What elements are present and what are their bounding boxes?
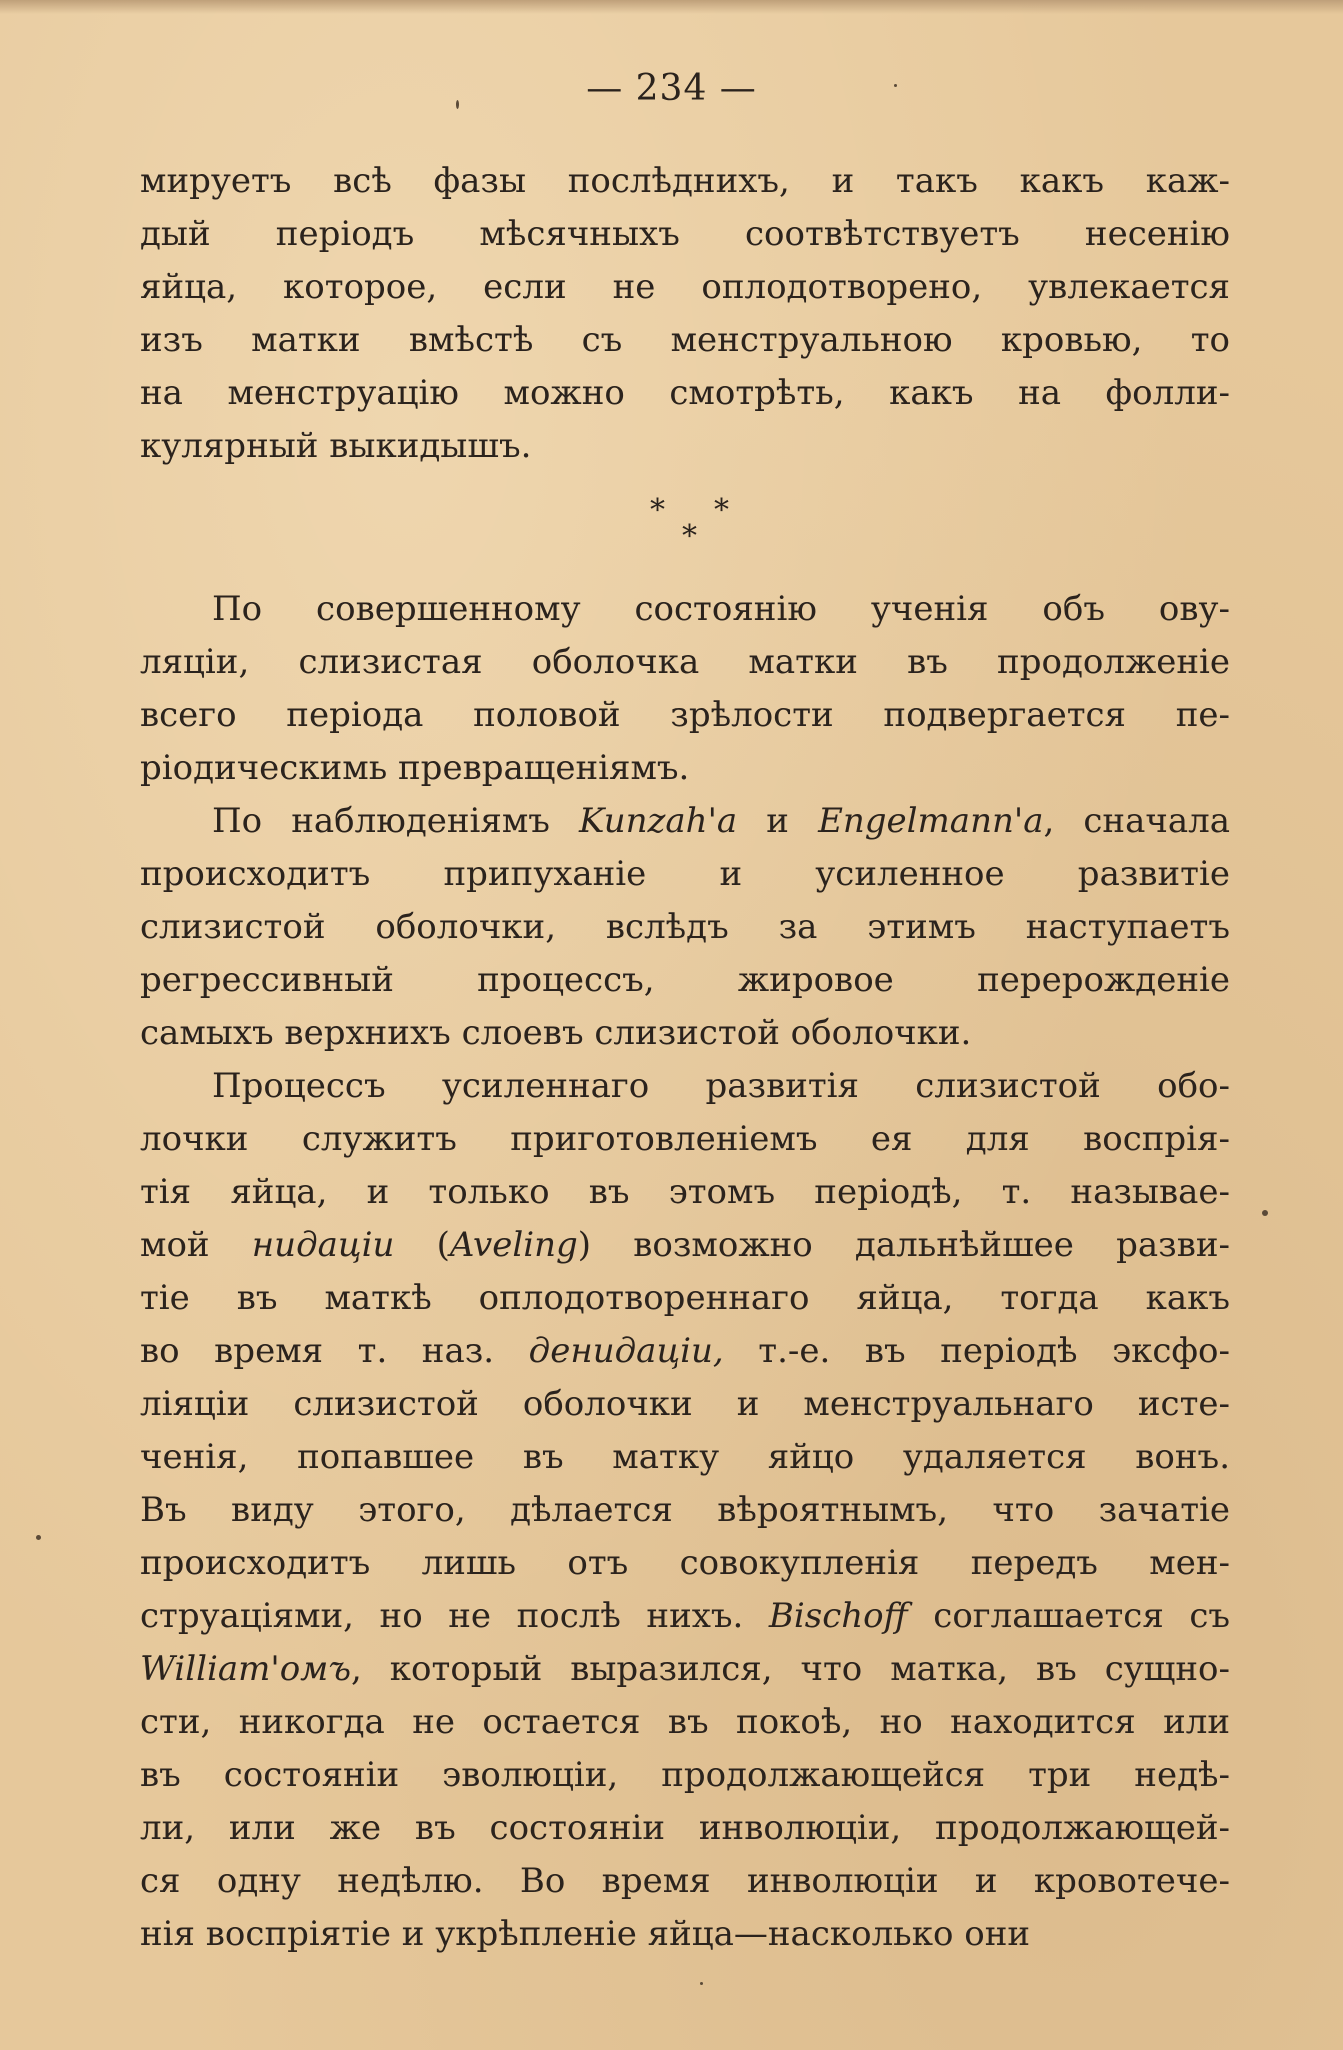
text-run: , сначала — [1043, 801, 1230, 841]
paragraph-3 — [140, 795, 1230, 1060]
text-line — [140, 1007, 1230, 1060]
text-run: соглашается съ — [907, 1596, 1230, 1636]
text-run: лочки служитъ приготовленіемъ ея для воспрія- — [140, 1119, 1230, 1159]
text-line — [140, 1378, 1230, 1431]
text-run: ріодическимь превращеніямъ. — [140, 748, 690, 788]
text-line — [140, 795, 1230, 848]
italic-text-run: William'омъ — [140, 1649, 352, 1689]
text-run: По совершенному состоянію ученія объ ову- — [212, 589, 1230, 629]
italic-text-run: Aveling — [449, 1225, 578, 1265]
print-speck — [456, 100, 459, 109]
print-speck — [700, 1982, 703, 1985]
italic-text-run: нидаціи — [251, 1225, 395, 1265]
text-run: въ состояніи эволюціи, продолжающейся три недѣ- — [140, 1755, 1230, 1795]
page-top-edge — [0, 0, 1343, 14]
text-line — [140, 1325, 1230, 1378]
text-run: всего періода половой зрѣлости подвергается пе- — [140, 695, 1230, 735]
paragraph-4 — [140, 1060, 1230, 1961]
text-line — [140, 954, 1230, 1007]
text-run: тія яйца, и только въ этомъ періодѣ, т. называе- — [140, 1172, 1230, 1212]
text-line — [140, 208, 1230, 261]
text-run: т.-е. въ періодѣ эксфо- — [723, 1331, 1230, 1371]
text-run: мой — [140, 1225, 252, 1265]
text-run: ченія, попавшее въ матку яйцо удаляется вонъ. — [140, 1437, 1230, 1477]
text-line — [140, 1060, 1230, 1113]
print-speck — [36, 1535, 41, 1540]
text-line — [140, 583, 1230, 636]
paragraph-1 — [140, 155, 1230, 473]
text-line — [140, 1908, 1230, 1961]
italic-text-run: Engelmann'a — [818, 801, 1044, 841]
text-line — [140, 1484, 1230, 1537]
text-line — [140, 367, 1230, 420]
text-line — [140, 689, 1230, 742]
text-run: слизистой оболочки, вслѣдъ за этимъ наступаетъ — [140, 907, 1230, 947]
text-run: яйца, которое, если не оплодотворено, увлекается — [140, 267, 1230, 307]
text-run: регрессивный процессъ, жировое перерожденіе — [140, 960, 1230, 1000]
text-run: дый періодъ мѣсячныхъ соотвѣтствуетъ несенію — [140, 214, 1230, 254]
text-line — [140, 1113, 1230, 1166]
asterisk: * — [650, 493, 665, 528]
text-run: во время т. наз. — [140, 1331, 529, 1371]
print-speck — [894, 84, 897, 87]
text-line — [140, 1855, 1230, 1908]
text-run: происходитъ лишь отъ совокупленія передъ мен- — [140, 1543, 1230, 1583]
text-line — [140, 1272, 1230, 1325]
text-run: ) возможно дальнѣйшее разви- — [577, 1225, 1230, 1265]
text-run: , который выразился, что матка, въ сущно- — [351, 1649, 1230, 1689]
text-line — [140, 1643, 1230, 1696]
text-run: ліяціи слизистой оболочки и менструальнаго исте- — [140, 1384, 1230, 1424]
text-line — [140, 1166, 1230, 1219]
paragraph-2 — [140, 583, 1230, 795]
text-run: Процессъ усиленнаго развитія слизистой обо- — [212, 1066, 1230, 1106]
text-line — [140, 1219, 1230, 1272]
text-run: По наблюденіямъ — [212, 801, 580, 841]
text-run: происходитъ припуханіе и усиленное развитіе — [140, 854, 1230, 894]
text-run: мируетъ всѣ фазы послѣднихъ, и такъ какъ каж- — [140, 161, 1230, 201]
text-line — [140, 155, 1230, 208]
text-run: Въ виду этого, дѣлается вѣроятнымъ, что зачатіе — [140, 1490, 1230, 1530]
text-line — [140, 1537, 1230, 1590]
text-line — [140, 742, 1230, 795]
text-run: сти, никогда не остается въ покоѣ, но находится или — [140, 1702, 1230, 1742]
print-speck — [1262, 1210, 1268, 1216]
text-line — [140, 1431, 1230, 1484]
asterisk: * — [714, 493, 729, 528]
asterism-divider — [140, 473, 1230, 583]
text-line — [140, 314, 1230, 367]
text-line — [140, 261, 1230, 314]
italic-text-run: Bischoff — [768, 1596, 908, 1636]
text-line — [140, 1590, 1230, 1643]
text-run: ли, или же въ состояніи инволюціи, продолжающей- — [140, 1808, 1230, 1848]
text-run: изъ матки вмѣстѣ съ менструальною кровью, то — [140, 320, 1230, 360]
text-line — [140, 901, 1230, 954]
text-line — [140, 1749, 1230, 1802]
text-run: ( — [394, 1225, 450, 1265]
text-run: кулярный выкидышъ. — [140, 426, 532, 466]
italic-text-run: Kunzah'a — [579, 801, 738, 841]
page-text — [140, 155, 1230, 1961]
text-line — [140, 1696, 1230, 1749]
text-run: струаціями, но не послѣ нихъ. — [140, 1596, 769, 1636]
page-number: — 234 — — [586, 68, 757, 109]
text-run: самыхъ верхнихъ слоевъ слизистой оболочки. — [140, 1013, 972, 1053]
text-line — [140, 848, 1230, 901]
text-run: ся одну недѣлю. Во время инволюціи и кровотече- — [140, 1861, 1230, 1901]
text-run: нія воспріятіе и укрѣпленіе яйца—насколько они — [140, 1914, 1031, 1954]
text-run: ляціи, слизистая оболочка матки въ продолженіе — [140, 642, 1230, 682]
asterisk: * — [682, 519, 697, 554]
italic-text-run: денидаціи, — [528, 1331, 724, 1371]
text-line — [140, 636, 1230, 689]
text-line — [140, 420, 1230, 473]
text-run: на менструацію можно смотрѣть, какъ на фолли- — [140, 373, 1230, 413]
text-run: и — [737, 801, 819, 841]
text-line — [140, 1802, 1230, 1855]
text-run: тіе въ маткѣ оплодотвореннаго яйца, тогда какъ — [140, 1278, 1230, 1318]
